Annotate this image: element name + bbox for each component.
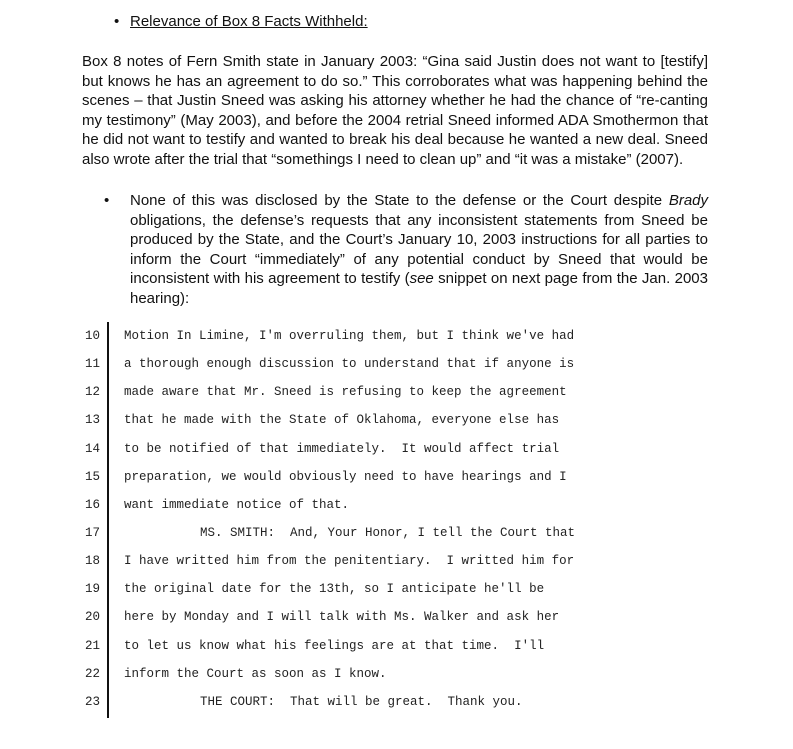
line-number: 17 (84, 525, 100, 540)
transcript-excerpt (83, 322, 603, 718)
transcript-line (83, 575, 603, 603)
bullet-text-part2: obligations, the defense’s requests that any inconsistent statements from Sneed be produced by the State, and the Court’s January 10, 2003 instructions for all parties to inform the Court “immediately” of any potential conduct by Sneed that would be inconsistent with his agreement to testify ( (130, 211, 708, 288)
transcript-line (83, 603, 603, 631)
transcript-line (83, 519, 603, 547)
bullet-text-part1: None of this was disclosed by the State to the defense or the Court despite (130, 192, 669, 209)
box8-paragraph: Box 8 notes of Fern Smith state in January 2003: “Gina said Justin does not want to [testify] but knows he has an agreement to do so.” This corroborates what was happening behind the scenes – that Justin Sneed was asking his attorney whether he had the chance of “re-canting my testimony” (May 2003), and before the 2004 retrial Sneed informed ADA Smothermon that he did not want to testify and wanted to break his deal because he wanted a new deal. Sneed also wrote after the trial that “somethings I need to clean up” and “it was a mistake” (2007). (82, 53, 708, 168)
transcript-line (83, 547, 603, 575)
line-number: 10 (84, 329, 100, 343)
line-text: preparation, we would obviously need to have hearings and I (124, 469, 567, 484)
brady-italic: Brady (668, 192, 708, 209)
line-number: 21 (84, 638, 100, 653)
transcript-line (83, 406, 603, 434)
line-text: that he made with the State of Oklahoma, everyone else has (124, 413, 560, 428)
line-number: 16 (84, 497, 100, 512)
line-text: to let us know what his feelings are at that time. I'll (124, 638, 545, 653)
line-text: want immediate notice of that. (124, 497, 350, 512)
line-text: here by Monday and I will talk with Ms. Walker and ask her (124, 610, 560, 625)
transcript-line (83, 688, 603, 716)
transcript-line (83, 350, 603, 378)
line-number: 15 (84, 469, 100, 484)
line-number: 23 (84, 694, 100, 709)
transcript-line (83, 491, 603, 519)
line-text: MS. SMITH: And, Your Honor, I tell the Court that (200, 525, 576, 540)
disclosure-bullet (104, 191, 708, 309)
heading-text: Relevance of Box 8 Facts Withheld: (130, 13, 368, 30)
line-text: to be notified of that immediately. It would affect trial (124, 441, 560, 456)
line-number: 18 (84, 554, 100, 569)
line-text: inform the Court as soon as I know. (124, 666, 387, 681)
transcript-line (83, 435, 603, 463)
line-text: I have writted him from the penitentiary. I writted him for (124, 554, 575, 569)
see-italic: see (409, 270, 434, 288)
bullet-icon: • (104, 192, 110, 209)
bullet-text-part3: snippet on next page from the Jan. 2003 hearing): (130, 270, 708, 307)
transcript-line (83, 660, 603, 688)
transcript-line (83, 463, 603, 491)
transcript-line (83, 378, 603, 406)
line-number: 14 (84, 441, 100, 456)
line-number: 19 (84, 582, 100, 597)
section-heading (114, 13, 368, 30)
line-number: 22 (84, 666, 100, 681)
line-text: the original date for the 13th, so I anticipate he'll be (124, 582, 545, 597)
line-number: 11 (84, 357, 100, 372)
line-text: a thorough enough discussion to understand that if anyone is (124, 357, 575, 372)
transcript-line (83, 322, 603, 350)
line-text: THE COURT: That will be great. Thank you. (200, 694, 523, 709)
bullet-icon: • (114, 13, 120, 30)
line-number: 12 (84, 385, 100, 400)
transcript-line (83, 632, 603, 660)
line-number: 20 (84, 610, 100, 625)
line-text: made aware that Mr. Sneed is refusing to keep the agreement (124, 385, 567, 400)
line-text: Motion In Limine, I'm overruling them, but I think we've had (124, 329, 575, 343)
line-number: 13 (84, 413, 100, 428)
